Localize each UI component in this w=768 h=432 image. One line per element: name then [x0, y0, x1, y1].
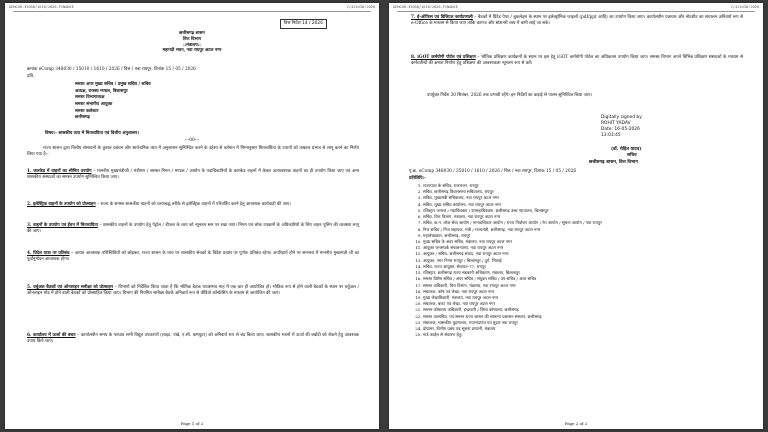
- instruction-point-1: [27, 169, 359, 181]
- instruction-point-2: [27, 202, 359, 208]
- copy-item: 6. सचिव, वित्त विभाग, मंत्रालय, नवा रायपुर अटल नगर: [423, 214, 743, 220]
- point-text: – विभागों को निर्देशित किया जाता है कि भौतिक बैठक यथासंभव माह में एक बार ही आयोजित हों। भौतिक रूप से होने वाली बैठकों के स्थान पर वर्चुअल / ऑनलाइन मोड में होने वाली बैठकों को प्रोत्साहित किया जाए। विभाग की नियमित समीक्षा बैठकें अनिवार्य रूप से वीडियो कॉन्फ्रेंसिंग के माध्यम से आयोजित की जाएं।: [27, 285, 359, 296]
- copy-item: 20. संचालक, बजट एवं लेखा, नवा रायपुर अटल नगर: [423, 301, 743, 307]
- instruction-point-6: [27, 333, 359, 345]
- header-divider: [397, 11, 755, 12]
- subject-line: विषय:- शासकीय व्यय में मितव्ययिता एवं वित्तीय अनुशासन।: [45, 131, 139, 136]
- government-name: छत्तीसगढ़ शासन: [179, 31, 205, 36]
- point-text: – माननीय मुख्यमंत्रीजी / मंत्रीगण / समस्त निगम / मण्डल / आयोग के पदाधिकारियों के कारकेड वाहनों में केवल अत्यावश्यक वाहनों का ही उपयोग किया जाए एवं अन्य शासकीय संस्थाओं का समस्त उपयोग सुनिश्चित किया जाए।: [27, 169, 359, 180]
- copy-reference-line: पृ.क्र. eComp 348030 / 35010 / 1610 / 2026 / वित्त / नवा रायपुर, दिनांक 15 / 05 / 2026: [409, 169, 577, 174]
- receipt-number: I/424438/2026: [730, 5, 759, 9]
- point-title: 6. कार्यालय में ऊर्जा की बचत: [27, 333, 76, 338]
- point-text: – अत्यंत आवश्यक परिस्थितियों को छोड़कर, राज्य शासन के व्यय पर शासकीय सेवकों के विदेश प्रवास पर पूर्णतः प्रतिबंध रहेगा। अपरिहार्य होने पर समन्वय में माननीय मुख्यमंत्री जी का पूर्वानुमोदन आवश्यक होगा।: [27, 251, 359, 262]
- copy-item: 1. राज्यपाल के सचिव, राजभवन, रायपुर: [423, 183, 743, 189]
- separator: ---00---: [184, 138, 200, 143]
- intro-paragraph: राज्य शासन द्वारा वित्तीय संसाधनों के कुशल प्रबंधन और सार्वजनिक व्यय में अनुशासन सुनिश्चित करने के उद्देश्य से वर्तमान में निम्नानुसार मितव्ययिता के उपायों को तत्काल प्रभाव से लागू करने का निर्णय लिया गया है:-: [27, 146, 359, 157]
- copy-item: 13. आयुक्त, नगर निगम रायपुर / बिलासपुर / दुर्ग, भिलाई: [423, 258, 743, 264]
- point-title: 3. वाहनों के उपयोग एवं ईंधन में मितव्ययिता: [27, 223, 98, 228]
- copy-item: 14. सचिव, राज्य आयुक्त, सेवायत-77, रायपुर: [423, 264, 743, 270]
- point-text: – बैठकों में प्रिंटेड पेपर / बुकलेट्स के स्थान पर इलेक्ट्रॉनिक फाइलों (pdf/ppt आदि) का उपयोग किया जाए। कार्यालयीन पत्राचार और नोटशीट का संचालन अनिवार्य रूप से e-Office के माध्यम से किया जाए ताकि कागज और स्टेशनरी व्यय में कमी लाई जा सके।: [411, 15, 743, 26]
- copy-item: 16. समस्त विशेष सचिव / अपर सचिव / संयुक्त सचिव / उप सचिव / अवर सचिव: [423, 276, 743, 282]
- copy-item: 18. संचालक, कोष एवं लेखा, नवा रायपुर अटल नगर: [423, 289, 743, 295]
- instruction-point-8: [411, 55, 743, 67]
- to-label: प्रति,: [27, 74, 35, 79]
- office-address: महानदी भवन, नवा रायपुर अटल नगर: [162, 48, 222, 54]
- point-title: 7. ई-ऑफिस एवं डिजिटल कार्यप्रणाली: [411, 15, 473, 20]
- signature-time: 13:03:45: [601, 132, 621, 138]
- copy-item: 21. समस्त कोषालय अधिकारी, इन्द्रावती / जिला कोषालय, छत्तीसगढ़: [423, 307, 743, 313]
- digital-signature: [601, 115, 642, 139]
- copy-item: 12. आयुक्त / सचिव, छत्तीसगढ़ संवाद, नवा रायपुर अटल नगर: [423, 251, 743, 257]
- instruction-point-7: [411, 15, 743, 27]
- validity-note: उपर्युक्त निर्देश 30 सितंबर, 2026 तक प्रभावी रहेंगे। इन निर्देशों का कड़ाई से पालन सुनिश्चित किया जाए।: [427, 93, 593, 98]
- letterhead: [5, 31, 379, 54]
- copy-item: 15. रजिस्ट्रार, छत्तीसगढ़ राज्य सहकारी अधिकरण, मंत्रालय, बिलासपुर: [423, 270, 743, 276]
- instruction-point-5: [27, 285, 359, 297]
- signature-date: Date: 16-05-2026: [601, 126, 640, 132]
- file-number: GENCOR-35050/1610/2026-FINANCE: [9, 5, 74, 9]
- recipient-item: समस्त अपर मुख्य सचिव / प्रमुख सचिव / सचिव: [75, 82, 151, 87]
- copy-item: 10. मुख्य सचिव के अवर सचिव, मंत्रालय, नवा रायपुर अटल नगर: [423, 239, 743, 245]
- point-text: – राज्य के समस्त शासकीय वाहनों को चरणबद्ध तरीके से इलेक्ट्रिक वाहनों में परिवर्तित करने हेतु आवश्यक कार्यवाही की जाए।: [97, 202, 292, 207]
- copy-item: 4. सचिव, मुख्य सचिव कार्यालय, नवा रायपुर अटल नगर: [423, 202, 743, 208]
- copy-item: 2. सचिव, छत्तीसगढ़ विधानसभा सचिवालय, रायपुर: [423, 189, 743, 195]
- signer-title: सचिव: [627, 153, 637, 158]
- copy-item: 23. संचालक, शासकीय मुद्रणालय, राजनांदगांव एवं मुद्रण नवा रायपुर: [423, 320, 743, 326]
- page-number: Page 2 of 2: [564, 420, 588, 426]
- document-page-2: [389, 3, 763, 429]
- recipient-item: अध्यक्ष, राजस्व मण्डल, बिलासपुर: [75, 88, 128, 94]
- signer-office: छत्तीसगढ़ शासन, वित्त विभाग: [589, 160, 638, 165]
- page-number: Page 1 of 2: [180, 420, 204, 426]
- point-text: – भौतिक प्रशिक्षण कार्यक्रमों के स्थान पर इस हेतु iGOT कर्मयोगी पोर्टल का अधिकतम उपयोग किया जाए। समस्त विभाग अपने विभिन्न प्रशिक्षण संस्थाओं के माध्यम से कर्मचारियों की क्षमता निर्माण हेतु प्रशिक्षण की आवश्यकता न्यूनतम रूप से करें।: [411, 55, 743, 66]
- signature-line: Digitally signed by: [601, 115, 642, 120]
- copy-label: प्रतिलिपि:-: [409, 176, 426, 181]
- recipient-item: समस्त विभागाध्यक्ष: [75, 95, 105, 101]
- copy-item: 11. आयुक्त जनसंपर्क संचालनालय, नवा रायपुर अटल नगर: [423, 245, 743, 251]
- recipient-item: समस्त संभागीय आयुक्त: [75, 101, 113, 107]
- copy-item: 22. समस्त उपसचिव, एवं समस्त राज्य शासन की सामान्य प्रशासन संस्थान, छत्तीसगढ़: [423, 314, 743, 320]
- copy-item: 3. सचिव, मुख्यमंत्री सचिवालय, नवा रायपुर अटल नगर: [423, 195, 743, 201]
- copy-item: 7. सचिव, छ.ग. लोक सेवा आयोग / मानवाधिकार आयोग / राज्य निर्वाचन आयोग / रेरा आयोग / सूचना आयोग / नवा रायपुर: [423, 220, 743, 226]
- point-title: 8. iGOT कर्मयोगी पोर्टल एवं प्रशिक्षण: [411, 55, 476, 60]
- point-title: 5. वर्चुअल बैठकों एवं ऑनलाइन समीक्षा को प्रोत्साहन: [27, 285, 113, 290]
- reference-line: क्रमांक eComp 348030 / 35010 / 1610 / 2026 / वित्त / नवा रायपुर, दिनांक 15 / 05 / 2026: [27, 67, 196, 72]
- header-divider: [13, 11, 371, 12]
- file-number: GENCOR-35050/1610/2026-FINANCE: [393, 5, 458, 9]
- signer-id: ROHIT YADAV: [601, 120, 631, 126]
- copy-item: 5. रजिस्ट्रार जनरल / महाधिवक्ता / उपमहाधिवक्ता, छत्तीसगढ़ उच्च न्यायालय, बिलासपुर: [423, 208, 743, 214]
- copy-item: 17. समस्त अधिकारी, वित्त विभाग, मंत्रालय, नवा रायपुर अटल नगर: [423, 283, 743, 289]
- recipient-list: [75, 82, 151, 122]
- signer-name: (डॉ. रोहित यादव): [611, 147, 642, 152]
- circular-number-box: वित्त निर्देश 14 / 2026: [280, 19, 327, 29]
- point-title: 1. कारकेड में वाहनों का सीमित उपयोग: [27, 169, 92, 174]
- point-title: 4. विदेश यात्रा पर प्रतिबंध: [27, 251, 70, 256]
- document-page-1: [5, 3, 379, 429]
- copy-item: 19. मुख्य लेखाधिकारी, मंत्रालय, नवा रायपुर अटल नगर: [423, 295, 743, 301]
- point-title: 2. इलेक्ट्रिक वाहनों के उपयोग को प्रोत्साहन: [27, 202, 96, 207]
- copy-item: 9. महालेखाकार, छत्तीसगढ़, रायपुर: [423, 233, 743, 239]
- ministry-label: ::मंत्रालय::: [183, 42, 201, 48]
- page-header: [393, 5, 759, 10]
- copy-list: [409, 183, 743, 338]
- recipient-item: समस्त कलेक्टर: [75, 108, 99, 114]
- copy-item: 25. गार्ड फाईल से संधारण हेतु।: [423, 332, 743, 338]
- recipient-item: छत्तीसगढ़: [75, 115, 90, 121]
- copy-item: 24. प्रोग्रामर, वित्तीय प्रबंध एवं सूचना प्रणाली, मंत्रालय: [423, 326, 743, 332]
- page-header: [9, 5, 375, 10]
- instruction-point-4: [27, 251, 359, 263]
- receipt-number: I/424438/2026: [346, 5, 375, 9]
- copy-item: 8. निज सचिव / निज सहायक, मंत्री / राज्यमंत्री, छत्तीसगढ़, नवा रायपुर अटल नगर: [423, 227, 743, 233]
- point-text: – शासकीय वाहनों के उपयोग हेतु पेट्रोल / डीजल के व्यय को न्यूनतम स्तर पर रखा जाए। निगम एवं लोक उपक्रमों के अधिकारियों के लिए वाहन पूलिंग की व्यवस्था लागू की जाए।: [27, 223, 359, 234]
- department-name: वित्त विभाग: [182, 36, 202, 42]
- instruction-point-3: [27, 223, 359, 235]
- point-text: – कार्यालयीन समय के पश्चात सभी विद्युत उपकरणों (लाइट, पंखे, ए.सी. कम्प्यूटर) को अनिवार्य रूप से बंद किया जाए। शासकीय भवनों में ऊर्जा की बर्बादी को रोकने हेतु आवश्यक उपाय किये जाएं।: [27, 333, 359, 344]
